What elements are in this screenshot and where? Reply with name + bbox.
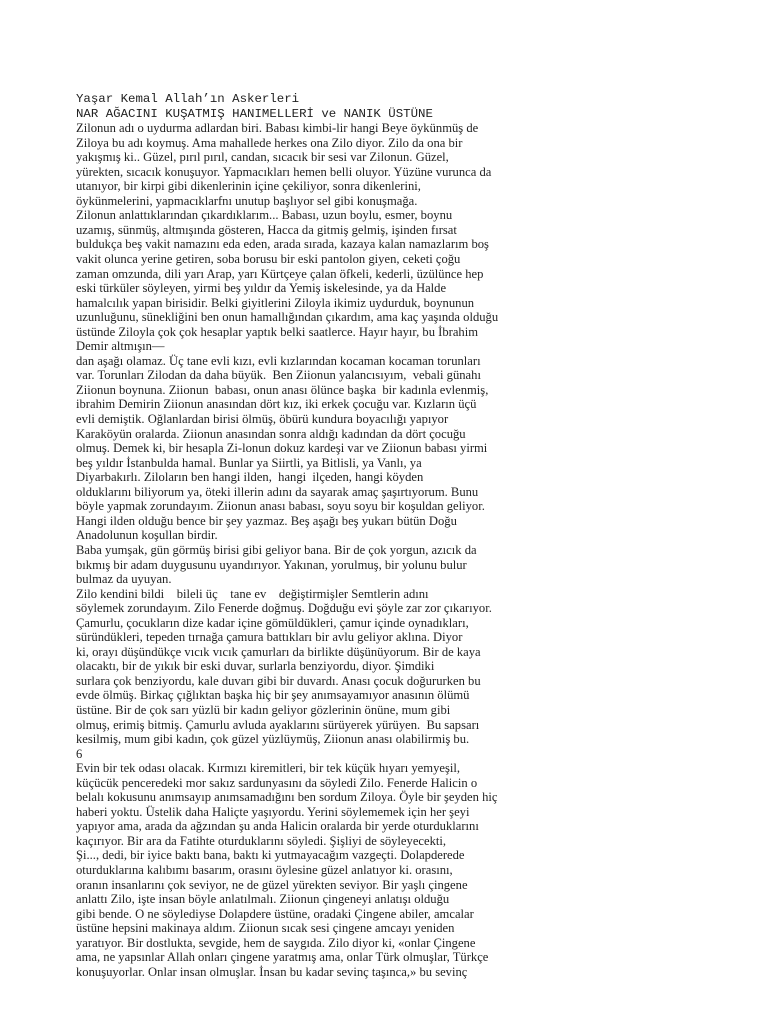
text-line: oturduklarına kalıbımı basarım, orasını öylesine güzel anlatıyor ki. orasını,	[76, 862, 453, 877]
document-page	[76, 92, 696, 979]
text-line: uzunluğunu, sünekliğini ben onun hamallığından çıkardım, ama kaç yaşında olduğu	[76, 310, 499, 325]
text-line: Karaköyün oralarda. Ziionun anasından sonra aldığı kadından da dört çocuğu	[76, 426, 466, 441]
text-line: var. Torunları Zilodan da daha büyük. Ben Ziionun yalancısıyım, vebali günahı	[76, 368, 481, 383]
text-line: uzamış, sünmüş, altmışında gösteren, Hacca da gitmiş gelmiş, işinden fırsat	[76, 222, 457, 237]
text-line: Baba yumşak, gün görmüş birisi gibi geliyor bana. Bir de çok yorgun, azıcık da	[76, 542, 477, 557]
text-line: oranın insanlarını çok seviyor, ne de güzel yürekten seviyor. Bir yaşlı çingene	[76, 877, 468, 892]
text-line: eski türküler söyleyen, yirmi beş yıldır da Yemiş iskelesinde, ya da Halde	[76, 281, 447, 296]
text-line: ibrahim Demirin Ziionun anasından dört kız, iki erkek çocuğu var. Kızların üçü	[76, 397, 477, 412]
text-line: olmuş, erimiş bitmiş. Çamurlu avluda ayaklarını sürüyerek yürüyen. Bu sapsarı	[76, 717, 480, 732]
text-line: kesilmiş, mum gibi kadın, çok güzel yüzlüymüş, Ziionun anası olabilirmiş bu.	[76, 732, 470, 747]
text-line: küçücük penceredeki mor sakız sardunyasını da söyledi Zilo. Fenerde Halicin o	[76, 775, 478, 790]
text-line: öykünmelerini, yapmacıklarfnı unutup başlıyor sel gibi konuşmağa.	[76, 193, 418, 208]
text-line: hamalcılık yapan birisidir. Belki giyitlerini Ziloyla ikimiz uydurduk, boynunun	[76, 295, 475, 310]
text-line: zaman omzunda, dili yarı Arap, yarı Kürtçeye çalan öfkeli, kederli, üzülünce hep	[76, 266, 484, 281]
text-line: bıkmış bir adam duygusunu uyandırıyor. Yakınan, yorulmuş, bir yolunu bulur	[76, 557, 467, 572]
text-line: bulmaz da uyuyan.	[76, 572, 172, 587]
text-line: olacaktı, bir de yıkık bir eski duvar, surlarla benziyordu, diyor. Şimdiki	[76, 659, 435, 674]
text-line: gibi bende. O ne söylediyse Dolapdere üstüne, oradaki Çingene abiler, amcalar	[76, 906, 474, 921]
text-line: yakışmış ki.. Güzel, pırıl pırıl, candan, sıcacık bir sesi var Zilonun. Güzel,	[76, 150, 449, 165]
text-line: süründükleri, tepeden tırnağa çamura battıkları bir avlu geliyor aklına. Diyor	[76, 630, 463, 645]
text-line: konuşuyorlar. Onlar insan olmuşlar. İnsan bu kadar sevinç taşınca,» bu sevinç	[76, 964, 468, 979]
text-line: dan aşağı olamaz. Üç tane evli kızı, evli kızlarından kocaman kocaman torunları	[76, 353, 481, 368]
text-line: surlara çok benziyordu, kale duvarı gibi bir duvardı. Anası çocuk doğururken bu	[76, 673, 481, 688]
text-line: evde ölmüş. Birkaç çığlıktan başka hiç bir şey anımsayamıyor anasının ölümü	[76, 688, 470, 703]
text-line: Şi..., dedi, bir iyice baktı bana, baktı ki yutmayacağım vazgeçti. Dolapderede	[76, 848, 465, 863]
text-line: böyle yapmak zorundayım. Ziionun anası babası, soyu soyu bir koşuldan geliyor.	[76, 499, 485, 514]
text-line: Evin bir tek odası olacak. Kırmızı kiremitleri, bir tek küçük hıyarı yemyeşil,	[76, 761, 461, 776]
text-line: haberi yoktu. Üstelik daha Haliçte yaşıyordu. Yerini söylememek için her şeyi	[76, 804, 470, 819]
text-line: yürekten, sıcacık konuşuyor. Yapmacıkları hemen belli oluyor. Yüzüne vurunca da	[76, 164, 492, 179]
text-line: Zilonun adı o uydurma adlardan biri. Babası kimbi-lir hangi Beye öykünmüş de	[76, 121, 479, 136]
document-subtitle: NAR AĞACINI KUŞATMIŞ HANIMELLERİ ve NANIK ÜSTÜNE	[76, 106, 433, 121]
text-line: söylemek zorundayım. Zilo Fenerde doğmuş. Doğduğu evi şöyle zar zor çıkarıyor.	[76, 601, 492, 616]
document-body	[76, 121, 696, 979]
text-line: anlattı Zilo, işte insan böyle anlatılmalı. Ziionun çingeneyi anlatışı olduğu	[76, 892, 450, 907]
text-line: utanıyor, bir kirpi gibi dikenlerinin içine çekiliyor, sonra dikenlerini,	[76, 179, 421, 194]
text-line: buldukça beş vakit namazını eda eden, arada sırada, kazaya kalan namazlarım boş	[76, 237, 489, 252]
text-line: Ziionun boynuna. Ziionun babası, onun anası ölünce başka bir kadınla evlenmiş,	[76, 382, 489, 397]
text-line: Çamurlu, çocukların dize kadar içine gömüldükleri, çamur içinde oynadıkları,	[76, 615, 469, 630]
text-line: ama, ne yapsınlar Allah onları çingene yaratmış ama, onlar Türk olmuşlar, Türkçe	[76, 950, 489, 965]
text-line: Zilonun anlattıklarından çıkardıklarım... Babası, uzun boylu, esmer, boynu	[76, 208, 453, 223]
text-line: Demir altmışın—	[76, 339, 165, 354]
text-line: olduklarını biliyorum ya, öteki illerin adını da sayarak amaç şaşırtıyorum. Bunu	[76, 484, 479, 499]
text-line: yapıyor ama, arada da ağzından şu anda Halicin oralarda bir yerde oturduklarını	[76, 819, 479, 834]
document-title: Yaşar Kemal Allah’ın Askerleri	[76, 92, 300, 106]
text-line: Zilo kendini bildi bileli üç tane ev değiştirmişler Semtlerin adını	[76, 586, 429, 601]
text-line: Diyarbakırlı. Ziloların ben hangi ilden, hangi ilçeden, hangi köyden	[76, 470, 424, 485]
text-line: üstünde Ziloyla çok çok hesaplar yaptık belki saatlerce. Hayır hayır, bu İbrahim	[76, 324, 479, 339]
text-line: yaratıyor. Bir dostlukta, sevgide, hem de saygıda. Zilo diyor ki, «onlar Çingene	[76, 935, 476, 950]
text-line: beş yıldır İstanbulda hamal. Bunlar ya Siirtli, ya Bitlisli, ya Vanlı, ya	[76, 455, 422, 470]
text-line: 6	[76, 746, 83, 761]
text-line: olmuş. Demek ki, bir hesapla Zi-lonun dokuz kardeşi var ve Ziionun babası yirmi	[76, 441, 488, 456]
text-line: belalı kokusunu anımsayıp anımsamadığını ben sordum Ziloya. Öyle bir şeyden hiç	[76, 790, 498, 805]
text-line: Anadolunun koşullan birdir.	[76, 528, 218, 543]
text-line: Ziloya bu adı koymuş. Ama mahallede herkes ona Zilo diyor. Zilo da ona bir	[76, 135, 463, 150]
text-line: kaçırıyor. Bir ara da Fatihte oturduklarını söyledi. Şişliyi de söyleyecekti,	[76, 833, 447, 848]
text-line: üstüne. Bir de çok sarı yüzlü bir kadın geliyor gözlerinin önüne, mum gibi	[76, 702, 451, 717]
text-line: Hangi ilden olduğu bence bir şey yazmaz. Beş aşağı beş yukarı bütün Doğu	[76, 513, 457, 528]
text-line: ki, orayı düşündükçe vıcık vıcık çamurları da birlikte düşünüyorum. Bir de kaya	[76, 644, 481, 659]
text-line: evli demiştik. Oğlanlardan birisi ölmüş, öbürü kundura boyacılığı yapıyor	[76, 412, 449, 427]
text-line: üstüne hepsini makinaya aldım. Ziionun sıcak sesi çingene amcayı yeniden	[76, 921, 455, 936]
text-line: vakit olunca yerine getiren, soba borusu bir eski pantolon giyen, ceketi çoğu	[76, 252, 461, 267]
